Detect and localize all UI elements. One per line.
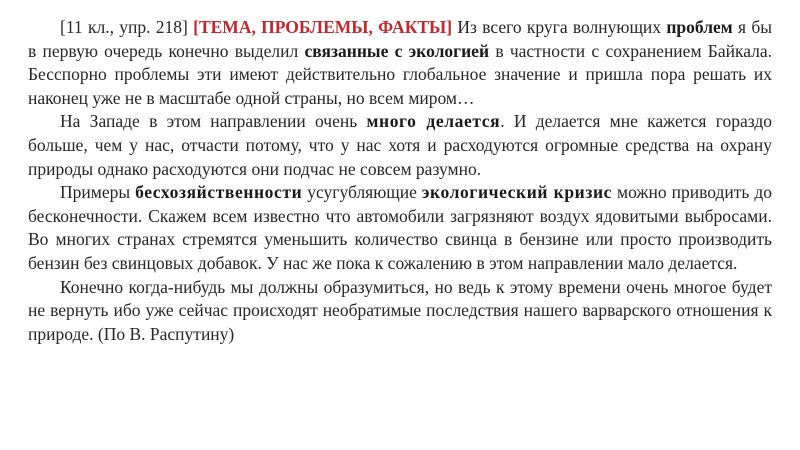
key-phrase: много делается <box>366 111 501 132</box>
text-run: . И делается мне кажется гораздо больше, чем у нас, отчасти потому, что у нас хотя и расходуются огромные средства на охрану природы однако расходуются они подчас не совсем разумно. <box>28 111 772 179</box>
paragraph-4 <box>28 276 772 347</box>
paragraph-1 <box>28 16 772 110</box>
exercise-text <box>28 16 772 346</box>
text-run: Примеры <box>60 182 136 203</box>
text-run: усугубляющие <box>302 182 422 203</box>
text-run: в частности с сохранением Байкала. Бесспорно проблемы эти имеют действительно глобальное значение и пришла пора решать их наконец уже не в масштабе одной страны, но всем миром… <box>28 40 773 108</box>
text-run: я бы в первую очередь конечно выделил <box>28 17 773 61</box>
text-run: На Западе в этом направлении очень <box>60 111 367 132</box>
key-phrase: экологический кризис <box>421 182 613 203</box>
text-run: [11 кл., упр. 218] <box>60 17 194 37</box>
paragraph-3 <box>28 181 772 275</box>
bold-term: связанные с экологией <box>304 40 490 61</box>
text-run: можно приводить до бесконечности. Скажем всем известно что автомобили загрязняют воздух ядовитыми выбросами. Во многих странах стремятся уменьшить количество свинца в бензине или просто производить бензин без свинцовых добавок. У нас же пока к сожалению в этом направлении мало делается. <box>28 182 772 273</box>
text-run: Из всего круга волнующих <box>452 17 667 37</box>
paragraph-2 <box>28 110 772 181</box>
bold-term: проблем <box>666 17 733 37</box>
text-run: Конечно когда-нибудь мы должны образумиться, но ведь к этому времени очень многое будет не вернуть ибо уже сейчас происходят необратимые последствия нашего варварского отношения к природе. (По В. Распутину) <box>28 276 772 344</box>
key-phrase: бесхозяйственности <box>135 182 303 203</box>
heading-tag: [ТЕМА, ПРОБЛЕМЫ, ФАКТЫ] <box>193 17 453 37</box>
